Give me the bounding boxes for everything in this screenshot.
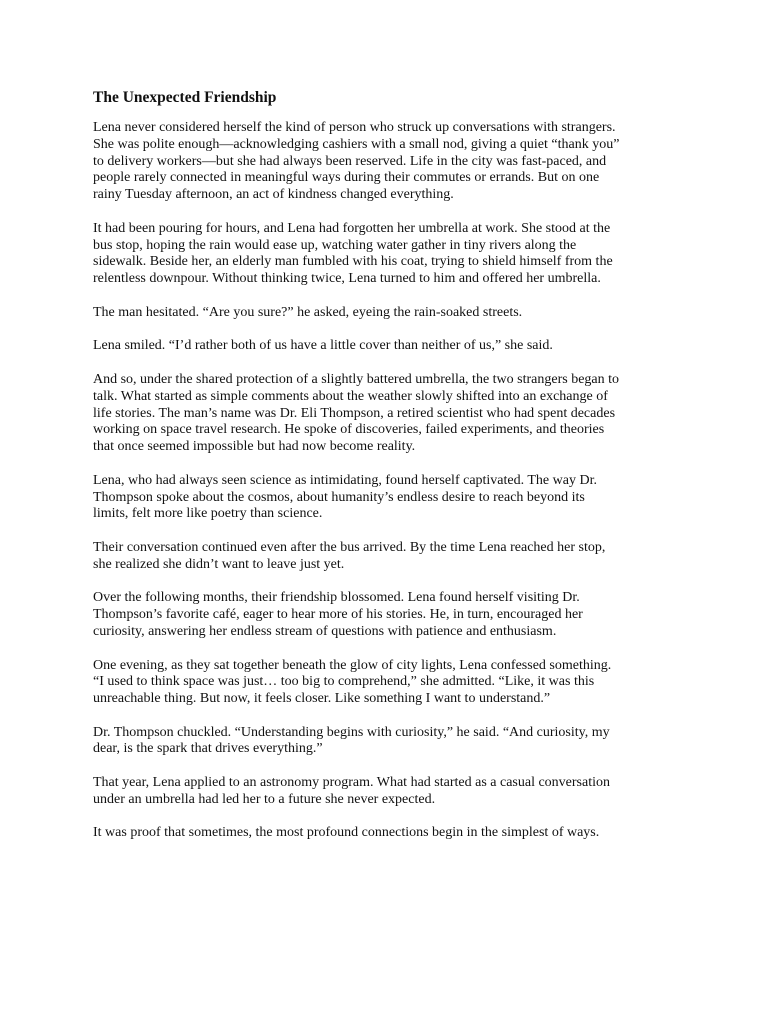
paragraph-9: One evening, as they sat together beneath the glow of city lights, Lena confessed something. “I used to think space was just… too big to comprehend,” she admitted. “Like, it was this unreachable thing. But now, it feels closer. Like something I want to understand.”: [93, 657, 612, 707]
paragraph-8: Over the following months, their friendship blossomed. Lena found herself visiting Dr. Thompson’s favorite café, eager to hear more of his stories. He, in turn, encouraged her curiosity, answering her endless stream of questions with patience and enthusiasm.: [93, 590, 583, 639]
paragraph-4: Lena smiled. “I’d rather both of us have a little cover than neither of us,” she said.: [93, 338, 553, 354]
paragraph-10: Dr. Thompson chuckled. “Understanding begins with curiosity,” he said. “And curiosity, my dear, is the spark that drives everything.”: [93, 724, 610, 757]
paragraph-3: The man hesitated. “Are you sure?” he asked, eyeing the rain-soaked streets.: [93, 304, 523, 320]
paragraph-7: Their conversation continued even after the bus arrived. By the time Lena reached her stop, she realized she didn’t want to leave just yet.: [93, 539, 606, 572]
paragraph-1: Lena never considered herself the kind of person who struck up conversations with strangers. She was polite enough—acknowledging cashiers with a small nod, giving a quiet “thank you” to delivery workers—but she had always been reserved. Life in the city was fast-paced, and people rarely connected in meaningful ways during their commutes or errands. But on one rainy Tuesday afternoon, an act of kindness changed everything.: [93, 120, 620, 203]
paragraph-12: It was proof that sometimes, the most profound connections begin in the simplest of ways.: [93, 825, 600, 841]
paragraph-11: That year, Lena applied to an astronomy program. What had started as a casual conversation under an umbrella had led her to a future she never expected.: [93, 775, 610, 807]
document-title: The Unexpected Friendship: [93, 89, 277, 106]
paragraph-6: Lena, who had always seen science as intimidating, found herself captivated. The way Dr. Thompson spoke about the cosmos, about humanity’s endless desire to reach beyond its limits, felt more like poetry than science.: [93, 472, 597, 522]
paragraph-2: It had been pouring for hours, and Lena had forgotten her umbrella at work. She stood at the bus stop, hoping the rain would ease up, watching water gather in tiny rivers along the sidewalk. Beside her, an elderly man fumbled with his coat, trying to shield himself from the relentless downpour. Without thinking twice, Lena turned to him and offered her umbrella.: [93, 220, 613, 287]
document-body: [93, 88, 693, 859]
paragraph-5: And so, under the shared protection of a slightly battered umbrella, the two strangers began to talk. What started as simple comments about the weather slowly shifted into an exchange of life stories. The man’s name was Dr. Eli Thompson, a retired scientist who had spent decades working on space travel research. He spoke of discoveries, failed experiments, and theories that once seemed impossible but had now become reality.: [93, 371, 620, 455]
